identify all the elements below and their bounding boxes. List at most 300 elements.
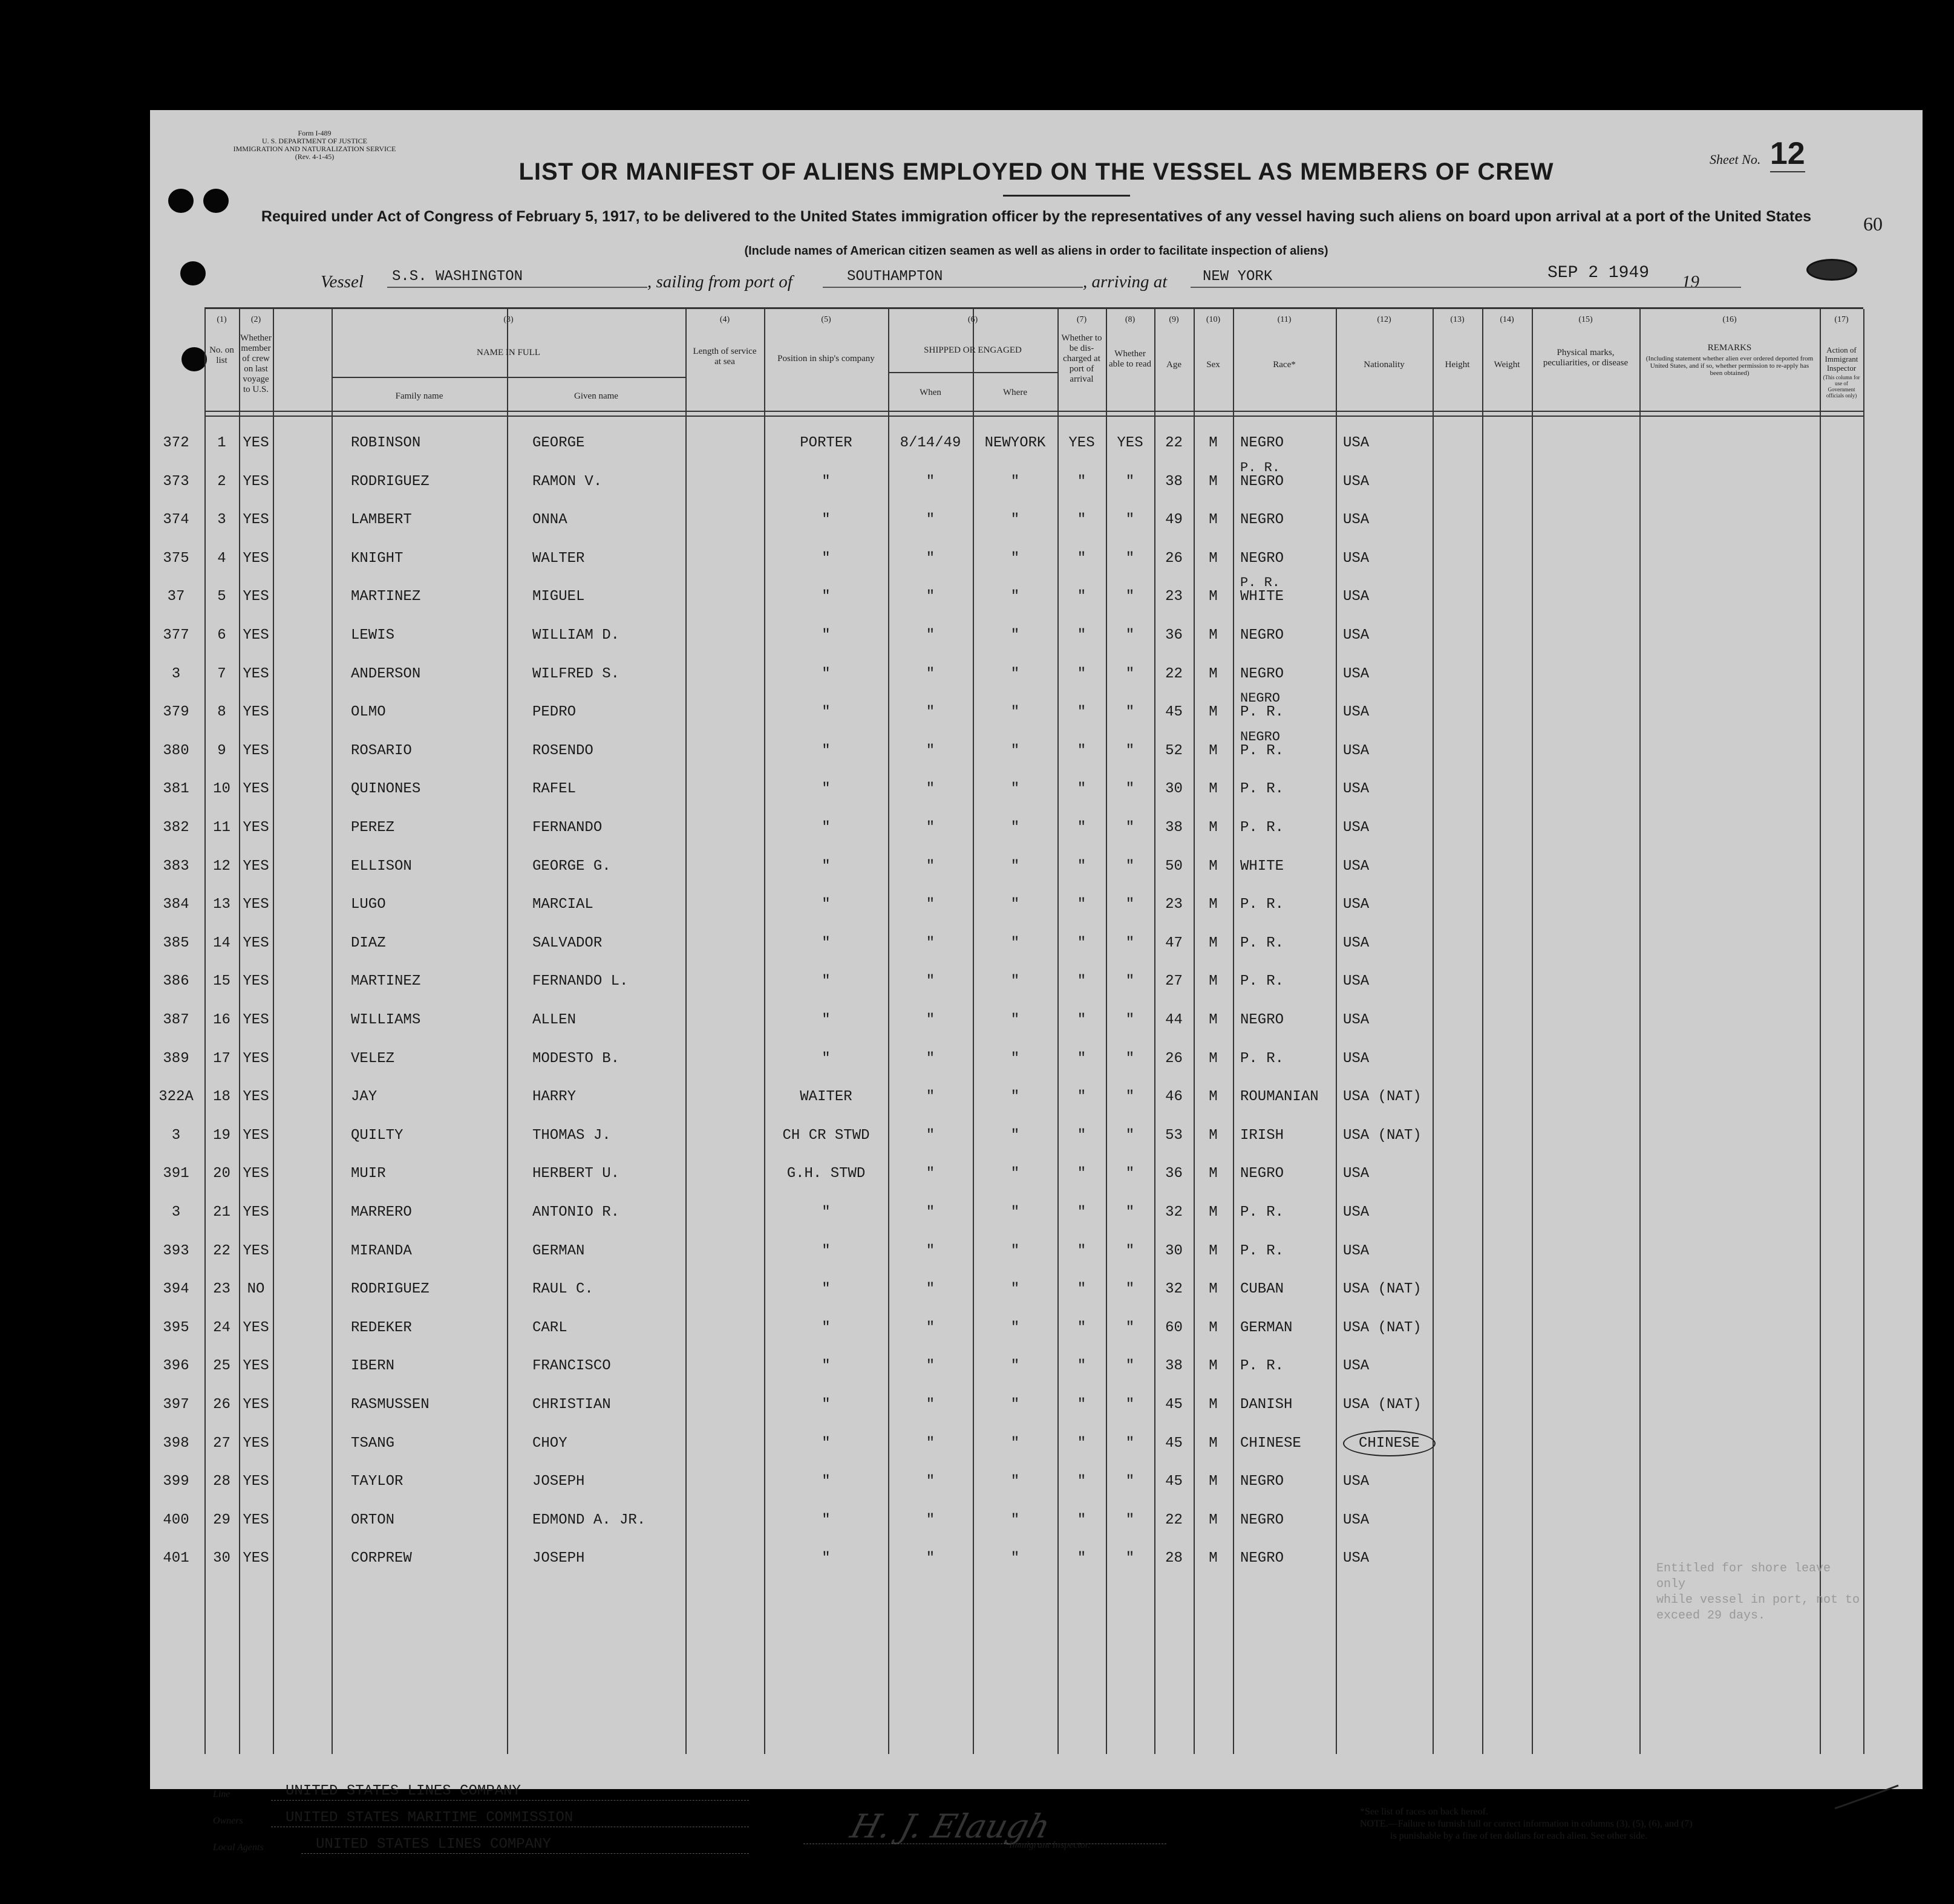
cell-no: 30: [213, 1550, 230, 1567]
cell-read: ": [1125, 1550, 1135, 1567]
manifest-sheet: [150, 110, 1923, 1853]
cell-no: 6: [217, 627, 226, 644]
cell-crew: YES: [243, 473, 269, 490]
cell-ref: 389: [163, 1050, 189, 1067]
vessel-line: [150, 264, 1923, 298]
cell-nat: USA (NAT): [1343, 1397, 1422, 1413]
cell-when: ": [926, 896, 935, 913]
cell-age: 22: [1165, 1511, 1183, 1528]
cell-disch: ": [1077, 1050, 1086, 1067]
cell-age: 45: [1165, 704, 1183, 721]
col16-subheading: (Including statement whether alien ever ordered deported from United States, and if so, whether permission to re-apply has been obtained): [1645, 355, 1814, 377]
cell-given: GERMAN: [532, 1242, 585, 1259]
cell-ref: 395: [163, 1319, 189, 1336]
col11-number: (11): [1277, 315, 1292, 324]
cell-position: ": [822, 550, 831, 567]
cell-ref: 393: [163, 1242, 189, 1259]
table-row: [163, 1397, 1863, 1421]
vessel-label: Vessel: [321, 272, 364, 292]
col8-number: (8): [1125, 315, 1135, 324]
cell-family: LUGO: [351, 896, 386, 913]
cell-read: ": [1125, 781, 1135, 798]
cell-family: MARTINEZ: [351, 973, 421, 990]
cell-no: 1: [217, 435, 226, 451]
cell-age: 52: [1165, 742, 1183, 759]
cell-age: 44: [1165, 1012, 1183, 1028]
cell-race: DANISH: [1240, 1397, 1293, 1413]
cell-disch: ": [1077, 858, 1086, 875]
cell-sex: M: [1209, 896, 1218, 913]
stamp-line: while vessel in port, not to: [1656, 1593, 1860, 1607]
cell-when: ": [926, 1050, 935, 1067]
cell-family: ELLISON: [351, 858, 412, 875]
cell-age: 23: [1165, 896, 1183, 913]
cell-age: 30: [1165, 781, 1183, 798]
cell-crew: YES: [243, 588, 269, 605]
cell-sex: M: [1209, 934, 1218, 951]
cell-disch: ": [1077, 1166, 1086, 1182]
cell-race: NEGRO: [1240, 435, 1284, 451]
col12-heading: Nationality: [1364, 360, 1405, 370]
cell-age: 49: [1165, 512, 1183, 529]
cell-sex: M: [1209, 781, 1218, 798]
cell-no: 2: [217, 473, 226, 490]
sailing-from-port: SOUTHAMPTON: [847, 269, 943, 285]
cell-race: P. R.: [1240, 704, 1284, 721]
cell-nat: USA: [1343, 550, 1370, 567]
cell-no: 27: [213, 1435, 230, 1452]
cell-position: ": [822, 588, 831, 605]
cell-race-annotation: P. R.: [1240, 460, 1281, 475]
cell-when: ": [926, 550, 935, 567]
cell-race-annotation: NEGRO: [1240, 691, 1281, 706]
cell-nat: USA: [1343, 858, 1370, 875]
col10-number: (10): [1206, 315, 1221, 324]
inspector-label: Immigrant Inspector.: [1009, 1840, 1091, 1850]
cell-position: CH CR STWD: [782, 1127, 870, 1144]
cell-ref: 377: [163, 627, 189, 644]
cell-no: 12: [213, 858, 230, 875]
cell-when: ": [926, 1397, 935, 1413]
year-label: 19: [1682, 272, 1699, 292]
owners-label: Owners: [213, 1816, 243, 1826]
cell-position: WAITER: [800, 1089, 852, 1106]
cell-where: ": [1010, 627, 1020, 644]
cell-crew: YES: [243, 1319, 269, 1336]
cell-family: LEWIS: [351, 627, 395, 644]
cell-sex: M: [1209, 1281, 1218, 1298]
cell-where: ": [1010, 858, 1020, 875]
cell-family: QUINONES: [351, 781, 421, 798]
cell-ref: 394: [163, 1281, 189, 1298]
cell-ref: 37: [167, 588, 185, 605]
sailing-from-label: , sailing from port of: [647, 272, 792, 292]
cell-disch: ": [1077, 473, 1086, 490]
cell-sex: M: [1209, 1012, 1218, 1028]
cell-position: ": [822, 1319, 831, 1336]
cell-sex: M: [1209, 1473, 1218, 1490]
table-row: [163, 1242, 1863, 1267]
cell-no: 29: [213, 1511, 230, 1528]
cell-no: 19: [213, 1127, 230, 1144]
line-label: Line: [213, 1789, 230, 1799]
cell-where: ": [1010, 1319, 1020, 1336]
cell-age: 45: [1165, 1435, 1183, 1452]
table-row: [163, 1473, 1863, 1498]
cell-family: IBERN: [351, 1358, 395, 1375]
cell-nat: USA: [1343, 1204, 1370, 1221]
col8-heading: Whether able to read: [1109, 349, 1151, 369]
cell-nat: USA: [1343, 435, 1370, 451]
cell-position: ": [822, 973, 831, 990]
cell-family: TAYLOR: [351, 1473, 404, 1490]
cell-nat: USA: [1343, 665, 1370, 682]
cell-family: VELEZ: [351, 1050, 395, 1067]
cell-no: 10: [213, 781, 230, 798]
cell-when: ": [926, 1166, 935, 1182]
cell-read: ": [1125, 1319, 1135, 1336]
cell-no: 5: [217, 588, 226, 605]
cell-disch: ": [1077, 1511, 1086, 1528]
col17-number: (17): [1834, 315, 1849, 324]
cell-when: ": [926, 1127, 935, 1144]
cell-age: 23: [1165, 588, 1183, 605]
cell-when: ": [926, 820, 935, 836]
cell-given: CHRISTIAN: [532, 1397, 611, 1413]
cell-disch: ": [1077, 1550, 1086, 1567]
cell-crew: YES: [243, 781, 269, 798]
cell-nat: USA (NAT): [1343, 1281, 1422, 1298]
col13-heading: Height: [1445, 360, 1470, 370]
cell-when: ": [926, 973, 935, 990]
cell-race: ROUMANIAN: [1240, 1089, 1319, 1106]
cell-no: 15: [213, 973, 230, 990]
cell-no: 4: [217, 550, 226, 567]
cell-ref: 380: [163, 742, 189, 759]
cell-given: CARL: [532, 1319, 567, 1336]
col7-number: (7): [1076, 315, 1087, 324]
stamp-line: exceed 29 days.: [1656, 1609, 1766, 1623]
col17-subheading: (This column for use of Government officials only): [1823, 374, 1860, 399]
cell-read: ": [1125, 934, 1135, 951]
col3-number: (3): [503, 315, 514, 324]
cell-disch: ": [1077, 512, 1086, 529]
cell-age: 22: [1165, 665, 1183, 682]
cell-disch: ": [1077, 1397, 1086, 1413]
cell-when: ": [926, 512, 935, 529]
cell-age: 38: [1165, 820, 1183, 836]
cell-crew: YES: [243, 1511, 269, 1528]
cell-sex: M: [1209, 742, 1218, 759]
cell-ref: 373: [163, 473, 189, 490]
cell-where: ": [1010, 896, 1020, 913]
cell-where: ": [1010, 1127, 1020, 1144]
col6-number: (6): [967, 315, 978, 324]
table-row: [163, 512, 1863, 536]
cell-race: GERMAN: [1240, 1319, 1293, 1336]
cell-read: ": [1125, 1204, 1135, 1221]
cell-age: 38: [1165, 1358, 1183, 1375]
cell-no: 11: [213, 820, 230, 836]
cell-no: 25: [213, 1358, 230, 1375]
cell-when: ": [926, 1435, 935, 1452]
col1-heading: No. on list: [209, 345, 234, 365]
cell-nat: USA: [1343, 973, 1370, 990]
cell-nat: USA: [1343, 820, 1370, 836]
sheet-number-label: Sheet No.: [1710, 152, 1761, 167]
cell-given: WILFRED S.: [532, 665, 620, 682]
cell-crew: YES: [243, 435, 269, 451]
cell-crew: YES: [243, 665, 269, 682]
cell-disch: ": [1077, 742, 1086, 759]
cell-race: NEGRO: [1240, 1473, 1284, 1490]
col17-heading: Action of Immigrant Inspector: [1825, 345, 1858, 373]
cell-age: 46: [1165, 1089, 1183, 1106]
cell-ref: 397: [163, 1397, 189, 1413]
cell-when: ": [926, 473, 935, 490]
cell-sex: M: [1209, 1358, 1218, 1375]
cell-where: ": [1010, 1281, 1020, 1298]
table-row: [171, 1204, 1863, 1228]
cell-family: LAMBERT: [351, 512, 412, 529]
cell-read: ": [1125, 1435, 1135, 1452]
cell-nat: USA (NAT): [1343, 1319, 1422, 1336]
cell-position: ": [822, 896, 831, 913]
penalty-note-2: is punishable by a fine of ten dollars for each alien. See other side.: [1390, 1831, 1648, 1841]
cell-given: PEDRO: [532, 704, 577, 721]
cell-no: 14: [213, 934, 230, 951]
cell-ref: 375: [163, 550, 189, 567]
cell-nat: USA: [1343, 742, 1370, 759]
cell-race: P. R.: [1240, 1242, 1284, 1259]
col3-given-heading: Given name: [574, 391, 618, 401]
cell-crew: YES: [243, 1435, 269, 1452]
cell-given: JOSEPH: [532, 1473, 585, 1490]
cell-given: HARRY: [532, 1089, 577, 1106]
cell-age: 32: [1165, 1204, 1183, 1221]
table-row: [163, 435, 1863, 459]
department-name: U. S. DEPARTMENT OF JUSTICE: [262, 137, 367, 145]
punch-hole: [168, 189, 194, 213]
cell-given: CHOY: [532, 1435, 567, 1452]
cell-race: CHINESE: [1240, 1435, 1301, 1452]
cell-family: CORPREW: [351, 1550, 412, 1567]
cell-ref: 383: [163, 858, 189, 875]
col5-heading: Position in ship's company: [777, 354, 875, 364]
crew-table: [158, 307, 1863, 1754]
cell-crew: YES: [243, 627, 269, 644]
cell-race: P. R.: [1240, 742, 1284, 759]
cell-read: ": [1125, 627, 1135, 644]
cell-nat: USA: [1343, 1050, 1370, 1067]
table-row: [163, 1319, 1863, 1344]
arriving-at-label: , arriving at: [1083, 272, 1168, 292]
cell-where: ": [1010, 665, 1020, 682]
cell-given: MODESTO B.: [532, 1050, 620, 1067]
cell-age: 47: [1165, 934, 1183, 951]
cell-age: 60: [1165, 1319, 1183, 1336]
cell-disch: ": [1077, 1089, 1086, 1106]
cell-sex: M: [1209, 1166, 1218, 1182]
cell-ref: 3: [171, 665, 181, 682]
cell-position: ": [822, 1550, 831, 1567]
cell-family: TSANG: [351, 1435, 395, 1452]
cell-given: GEORGE: [532, 435, 585, 451]
cell-where: ": [1010, 1050, 1020, 1067]
agents-label: Local Agents: [213, 1842, 264, 1853]
cell-ref: 379: [163, 704, 189, 721]
cell-position: ": [822, 1397, 831, 1413]
cell-read: ": [1125, 1473, 1135, 1490]
cell-no: 3: [217, 512, 226, 529]
cell-position: ": [822, 627, 831, 644]
cell-read: ": [1125, 858, 1135, 875]
table-row: [163, 973, 1863, 997]
cell-ref: 400: [163, 1511, 189, 1528]
cell-disch: ": [1077, 1012, 1086, 1028]
cell-family: DIAZ: [351, 934, 386, 951]
col16-heading: REMARKS: [1707, 343, 1752, 353]
table-row: [163, 858, 1863, 882]
cell-position: ": [822, 858, 831, 875]
cell-race: IRISH: [1240, 1127, 1284, 1144]
cell-crew: YES: [243, 1166, 269, 1182]
table-row: [163, 781, 1863, 805]
col14-number: (14): [1500, 315, 1514, 324]
cell-crew: YES: [243, 742, 269, 759]
checkmark-icon: [1832, 1778, 1904, 1814]
cell-when: ": [926, 1358, 935, 1375]
form-number: Form I-489: [298, 129, 332, 137]
cell-nat: USA: [1343, 1242, 1370, 1259]
cell-crew: YES: [243, 934, 269, 951]
cell-given: MARCIAL: [532, 896, 593, 913]
cell-ref: 381: [163, 781, 189, 798]
cell-where: ": [1010, 820, 1020, 836]
cell-sex: M: [1209, 473, 1218, 490]
cell-read: ": [1125, 820, 1135, 836]
col16-number: (16): [1722, 315, 1737, 324]
cell-when: 8/14/49: [900, 435, 961, 451]
cell-disch: ": [1077, 781, 1086, 798]
cell-race: NEGRO: [1240, 1166, 1284, 1182]
cell-no: 13: [213, 896, 230, 913]
cell-position: PORTER: [800, 435, 852, 451]
cell-sex: M: [1209, 1511, 1218, 1528]
table-row: [163, 1435, 1863, 1459]
cell-no: 17: [213, 1050, 230, 1067]
cell-family: ROBINSON: [351, 435, 421, 451]
cell-nat: USA: [1343, 512, 1370, 529]
cell-no: 16: [213, 1012, 230, 1028]
cell-age: 26: [1165, 550, 1183, 567]
cell-read: ": [1125, 473, 1135, 490]
cell-no: 9: [217, 742, 226, 759]
cell-nat: USA: [1343, 781, 1370, 798]
table-row: [163, 729, 1863, 767]
cell-crew: YES: [243, 550, 269, 567]
cell-sex: M: [1209, 1435, 1218, 1452]
cell-race: NEGRO: [1240, 473, 1284, 490]
col6-heading: SHIPPED OR ENGAGED: [924, 345, 1022, 355]
col6-where-heading: Where: [1003, 388, 1027, 397]
cell-read: ": [1125, 1242, 1135, 1259]
cell-position: ": [822, 781, 831, 798]
from-port-underline: [823, 287, 1083, 288]
cell-read: ": [1125, 742, 1135, 759]
cell-family: MUIR: [351, 1166, 386, 1182]
cell-crew: NO: [247, 1281, 265, 1298]
cell-family: RODRIGUEZ: [351, 473, 430, 490]
cell-given: FERNANDO: [532, 820, 603, 836]
table-row: [163, 1550, 1863, 1574]
cell-read: ": [1125, 1089, 1135, 1106]
cell-when: ": [926, 1089, 935, 1106]
cell-given: RAFEL: [532, 781, 577, 798]
col1-number: (1): [217, 315, 227, 324]
page-title: LIST OR MANIFEST OF ALIENS EMPLOYED ON THE VESSEL AS MEMBERS OF CREW: [518, 158, 1554, 185]
cell-nat: USA: [1343, 588, 1370, 605]
owners-value: UNITED STATES MARITIME COMMISSION: [286, 1810, 573, 1826]
cell-crew: YES: [243, 1050, 269, 1067]
cell-race: WHITE: [1240, 588, 1284, 605]
page-side-number: 60: [1863, 213, 1883, 235]
cell-ref: 372: [163, 435, 189, 451]
cell-nat: USA: [1343, 1511, 1370, 1528]
cell-given: SALVADOR: [532, 934, 603, 951]
cell-age: 36: [1165, 1166, 1183, 1182]
cell-nat: USA (NAT): [1343, 1127, 1422, 1144]
col2-heading: Whether member of crew on last voyage to U.S.: [240, 333, 272, 394]
cell-where: ": [1010, 781, 1020, 798]
table-row: [163, 1166, 1863, 1190]
cell-age: 27: [1165, 973, 1183, 990]
cell-family: WILLIAMS: [351, 1012, 421, 1028]
cell-crew: YES: [243, 896, 269, 913]
service-name: IMMIGRATION AND NATURALIZATION SERVICE: [233, 145, 396, 153]
cell-crew: YES: [243, 1358, 269, 1375]
cell-race: NEGRO: [1240, 1550, 1284, 1567]
cell-given: JOSEPH: [532, 1550, 585, 1567]
cell-read: ": [1125, 1127, 1135, 1144]
cell-no: 20: [213, 1166, 230, 1182]
cell-sex: M: [1209, 435, 1218, 451]
cell-read: ": [1125, 896, 1135, 913]
cell-ref: 322A: [158, 1089, 194, 1106]
cell-where: ": [1010, 1166, 1020, 1182]
cell-where: ": [1010, 973, 1020, 990]
cell-race-annotation: P. R.: [1240, 575, 1281, 591]
cell-disch: ": [1077, 588, 1086, 605]
cell-given: FRANCISCO: [532, 1358, 611, 1375]
cell-when: ": [926, 1242, 935, 1259]
cell-where: ": [1010, 1204, 1020, 1221]
cell-where: ": [1010, 704, 1020, 721]
cell-position: ": [822, 704, 831, 721]
cell-crew: YES: [243, 1550, 269, 1567]
cell-disch: ": [1077, 896, 1086, 913]
cell-where: ": [1010, 588, 1020, 605]
col13-number: (13): [1450, 315, 1465, 324]
shore-leave-stamp: [1656, 1561, 1863, 1624]
cell-crew: YES: [243, 1473, 269, 1490]
cell-read: ": [1125, 512, 1135, 529]
vessel-underline: [387, 287, 647, 288]
cell-age: 32: [1165, 1281, 1183, 1298]
cell-position: G.H. STWD: [786, 1166, 866, 1182]
cell-read: YES: [1117, 435, 1143, 451]
cell-family: KNIGHT: [351, 550, 404, 567]
